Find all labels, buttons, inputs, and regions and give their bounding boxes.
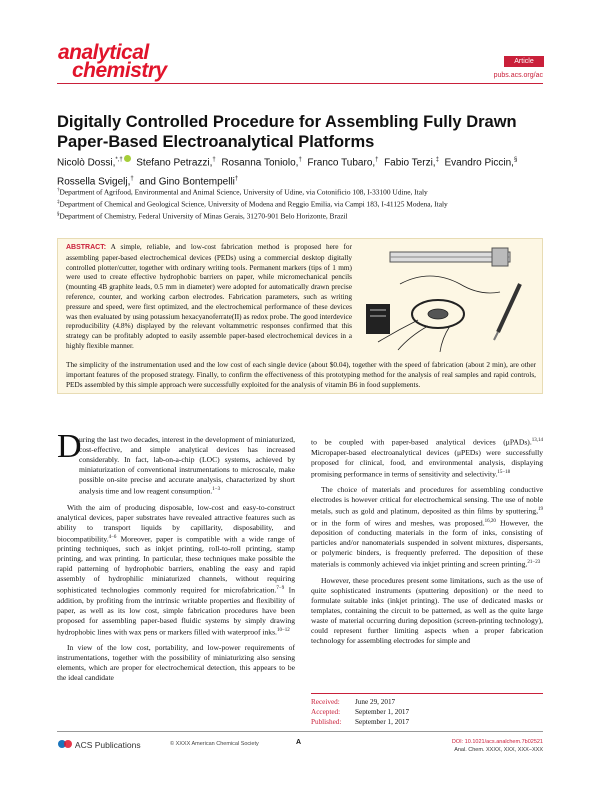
publication-dates bbox=[311, 697, 409, 727]
paragraph-text: Moreover, paper is compatible with a wide range of printing techniques, such as inkjet printing, roll-to-roll printing, stamp printing, and wax printing. In particular, these techniques make possible the rapid patterning of hydrophobic barriers, enabling the easy and rapid assembly of hydrophilic miniaturized channels, without requiring sophisticated technologies commonly required for microfabrication. bbox=[57, 534, 295, 595]
paragraph-text: The choice of materials and procedures for assembling conductive electrodes is however critical for electrochemical sensing. The use of noble metals, such as gold and platinum, deposited as thin films by sputtering, bbox=[311, 485, 543, 516]
paragraph bbox=[57, 435, 295, 497]
paragraph bbox=[311, 485, 543, 570]
header-divider bbox=[57, 83, 543, 84]
abstract-continuation: The simplicity of the instrumentation used and the low cost of each single device (about $0.04), together with the speed of fabrication (about 2 min), are other important features of the proposed strategy. Finally, to confirm the effectiveness of this prototyping method for the analysis of real samples and rapid controls, PEDs assembled by this simple approach were successfully exploited for the analysis of vitamin B6 in food supplements. bbox=[66, 360, 536, 389]
paragraph-text: In view of the low cost, portability, and low-power requirements of instrumentations, together with the possibility of miniaturizing also sensing elements, which are proper for electrochemical detection, this appears to be the ideal candidate bbox=[57, 643, 295, 683]
date-value: September 1, 2017 bbox=[355, 718, 410, 726]
citation-ref[interactable]: 15−18 bbox=[497, 469, 511, 475]
author-name[interactable]: Franco Tubaro, bbox=[307, 157, 376, 169]
publisher-name: ACS Publications bbox=[74, 740, 141, 750]
paragraph-text: With the aim of producing disposable, low-cost and easy-to-construct analytical devices, paper substrates have revealed attractive features such as ability to transport liquids by capillarity, disposability, and biocompatibility. bbox=[57, 502, 295, 544]
author-affil-mark: § bbox=[513, 157, 518, 163]
date-row bbox=[311, 717, 409, 727]
citation-line: Anal. Chem. XXXX, XXX, XXX−XXX bbox=[454, 747, 543, 753]
date-row bbox=[311, 697, 409, 707]
dates-divider bbox=[311, 693, 543, 694]
affiliation-text: Department of Chemical and Geological Science, University of Modena and Reggio Emilia, via Campi 183, I-41125 Modena, Italy bbox=[59, 199, 448, 209]
paragraph-text: or in the form of wires and meshes, was proposed. bbox=[311, 518, 485, 528]
citation-ref[interactable]: 21−23 bbox=[527, 560, 541, 566]
author-name[interactable]: Stefano Petrazzi, bbox=[136, 157, 213, 169]
logo-line-2: chemistry bbox=[72, 59, 167, 82]
paper-title: Digitally Controlled Procedure for Assembling Fully Drawn Paper-Based Electroanalytical Platforms bbox=[57, 113, 517, 151]
paragraph bbox=[311, 576, 543, 646]
author-name[interactable]: Rossella Svigelj, bbox=[57, 176, 131, 188]
paragraph-text: to be coupled with paper-based analytical devices (μPADs). bbox=[311, 437, 532, 447]
affiliation-list bbox=[57, 186, 547, 222]
affiliation-mark: § bbox=[57, 211, 60, 217]
paragraph bbox=[57, 503, 295, 638]
chip-graphic bbox=[366, 304, 390, 334]
acs-icon bbox=[57, 738, 73, 750]
affiliation-mark: ‡ bbox=[57, 199, 60, 205]
abstract-text bbox=[66, 242, 352, 351]
author-name[interactable]: Nicolò Dossi, bbox=[57, 157, 116, 169]
toc-graphic bbox=[360, 244, 538, 356]
publisher-logo[interactable] bbox=[57, 738, 141, 750]
drop-cap: D bbox=[57, 428, 82, 465]
paragraph bbox=[311, 436, 543, 479]
citation-ref[interactable]: 19 bbox=[538, 507, 543, 513]
paragraph-text: However, the deposition of conducting materials in the form of inks, consisting of particles and/or nanomaterials suspended in solvent mixtures, dispersants, or polymeric binders, is frequently preferred. The deposition of these materials is commonly achieved via inkjet printing and screen printing. bbox=[311, 518, 543, 569]
citation-ref[interactable]: 16,20 bbox=[484, 518, 496, 524]
affiliation-mark: † bbox=[57, 188, 60, 193]
author-name[interactable]: Fabio Terzi, bbox=[384, 157, 436, 169]
citation-ref[interactable]: 7−9 bbox=[276, 586, 285, 592]
affiliation-line bbox=[57, 210, 547, 222]
date-label: Published: bbox=[311, 718, 342, 726]
affiliation-text: Department of Chemistry, Federal University of Minas Gerais, 31270-901 Belo Horizonte, Brazil bbox=[59, 211, 348, 221]
affiliation-line bbox=[57, 186, 547, 198]
body-column-left bbox=[57, 435, 295, 689]
author-affil-mark: ‡ bbox=[435, 157, 439, 163]
footer-divider bbox=[57, 731, 543, 732]
doi-block bbox=[452, 738, 543, 754]
paragraph bbox=[57, 643, 295, 683]
logo-line-1: analytical bbox=[58, 41, 149, 64]
citation-ref[interactable]: 4−6 bbox=[108, 534, 117, 540]
author-affil-mark: † bbox=[375, 157, 379, 163]
author-affil-mark: † bbox=[298, 157, 302, 163]
journal-url-link[interactable]: pubs.acs.org/ac bbox=[493, 72, 543, 79]
affiliation-text: Department of Agrifood, Environmental and Animal Science, University of Udine, via Cotonificio 108, I-33100 Udine, Italy bbox=[59, 187, 428, 197]
paragraph-text: However, these procedures present some limitations, such as the use of quite sophisticated instruments (sputtering deposition) or the need to formulate suitable inks (inkjet printing). The use of dedicated masks or templates, containing the circuit to be patterned, as well as the quite large waste of material occurring during deposition (screen-printing technology), could represent further limiting aspects when a proper fabrication technology for assembling electrodes for simple and bbox=[311, 575, 543, 645]
abstract-body: A simple, reliable, and low-cost fabrication method is proposed here for assembling paper-based electrochemical devices (PEDs) using a commercial desktop digitally controlled plotter/cutter, together with ordinary writing tools. Permanent markers (tips of 1 mm) were used to create effective hydrophobic barriers on paper, while micromechanical pencils (mounting 4B graphite leads, 0.5 mm in diameter) were adopted for automatically drawn precise reference, counter, and working carbon electrodes. Fabrication parameters, such as writing pressure and speed, were first optimized, and the electrochemical performance of these devices was then evaluated by using potassium hexacyanoferrate(II) as redox probe. The good interdevice reproducibility (4.8%) displayed by the relevant voltammetric responses confirmed that this strategy can be profitably adopted to easily assemble paper-based electrochemical devices in a highly flexible manner. bbox=[66, 242, 353, 350]
body-column-right bbox=[311, 436, 543, 652]
orcid-icon[interactable] bbox=[124, 155, 131, 162]
affiliation-line bbox=[57, 198, 547, 210]
date-row bbox=[311, 707, 409, 717]
date-label: Accepted: bbox=[311, 708, 341, 716]
author-list bbox=[57, 152, 547, 191]
paragraph-text: In addition, by profiting from the intrinsic writable properties and flexibility of paper, as well as its low cost, simple fabrication procedures have been proposed for assembling paper-based fluidic systems by simply drawing hydrophobic lines with wax pens or markers filled with waterproof inks. bbox=[57, 585, 295, 637]
copyright-notice: © XXXX American Chemical Society bbox=[170, 741, 259, 747]
article-type-badge: Article bbox=[504, 56, 544, 67]
page-number: A bbox=[296, 739, 302, 746]
doi-link[interactable]: DOI: 10.1021/acs.analchem.7b02521 bbox=[451, 739, 543, 745]
author-name[interactable]: and Gino Bontempelli bbox=[139, 176, 235, 188]
author-affil-mark: † bbox=[234, 176, 239, 183]
citation-ref[interactable]: 10−12 bbox=[276, 627, 290, 633]
date-value: September 1, 2017 bbox=[355, 708, 410, 716]
abstract-label: ABSTRACT: bbox=[66, 244, 107, 251]
paragraph-text: uring the last two decades, interest in the development of miniaturized, cost-effective, and simple analytical devices has increased considerably. In fact, lab-on-a-chip (LOC) systems, achieved by miniaturization of conventional instrumentations to microscale, make possible on-site precise and accurate analysis, characterized by short analysis time and low reagent consumption. bbox=[79, 435, 295, 496]
journal-logo bbox=[58, 41, 167, 82]
author-name[interactable]: Rosanna Toniolo, bbox=[221, 157, 299, 169]
citation-ref[interactable]: 13,14 bbox=[531, 438, 543, 443]
date-label: Received: bbox=[311, 698, 340, 706]
author-affil-mark: † bbox=[130, 176, 134, 183]
paragraph-text: Micropaper-based electroanalytical devices (μPEDs) were successfully proposed for clinical, food, and environmental analysis, displaying promising performance in terms of sensitivity and selectivity. bbox=[311, 447, 543, 479]
date-value: June 29, 2017 bbox=[355, 698, 396, 706]
citation-ref[interactable]: 1−3 bbox=[212, 487, 221, 492]
author-affil-mark: *,† bbox=[115, 157, 123, 163]
author-name[interactable]: Evandro Piccin, bbox=[444, 157, 514, 169]
author-affil-mark: † bbox=[212, 157, 216, 163]
